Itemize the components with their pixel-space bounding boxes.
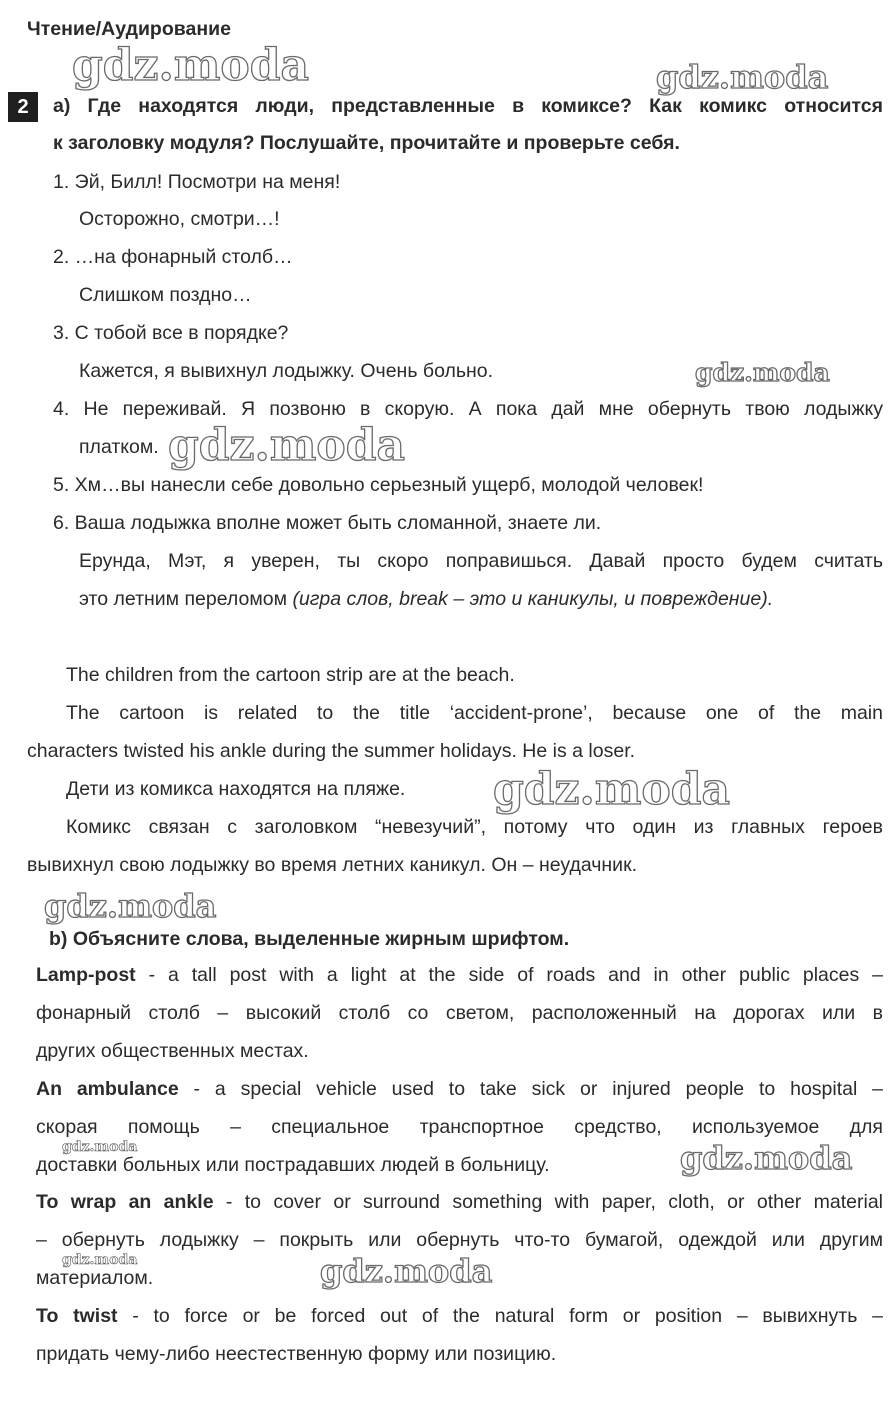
dialogue-line-3b: Кажется, я вывихнул лодыжку. Очень больно. bbox=[79, 360, 494, 382]
dialogue-line-2: 2. …на фонарный столб… bbox=[53, 246, 293, 268]
dialogue-line-5: 5. Хм…вы нанесли себе довольно серьезный ущерб, молодой человек! bbox=[53, 474, 704, 496]
definition-3-text: - to cover or surround something with paper, cloth, or other material bbox=[213, 1191, 883, 1213]
answer-paragraph-4-line-2: вывихнул свою лодыжку во время летних каникул. Он – неудачник. bbox=[27, 854, 638, 876]
definition-3-line-2: – обернуть лодыжку – покрыть или обернуть что-то бумагой, одеждой или другим bbox=[36, 1229, 883, 1251]
watermark-logo: gdz.moda bbox=[44, 887, 217, 925]
task-b-heading: b) Объясните слова, выделенные жирным шрифтом. bbox=[49, 928, 570, 950]
task-a-line-2: к заголовку модуля? Послушайте, прочитайте и проверьте себя. bbox=[53, 132, 680, 154]
task-a-line-1: a) Где находятся люди, представленные в комиксе? Как комикс относится bbox=[53, 95, 883, 117]
definition-1-line-3: других общественных местах. bbox=[36, 1040, 309, 1062]
definition-2-line-2: скорая помощь – специальное транспортное средство, используемое для bbox=[36, 1116, 883, 1138]
definition-4-line-1 bbox=[36, 1305, 883, 1328]
definition-4-text: - to force or be forced out of the natural form or position – вывихнуть – bbox=[117, 1305, 883, 1327]
definition-2-line-3: доставки больных или пострадавших людей в больницу. bbox=[36, 1154, 550, 1176]
dialogue-line-6c bbox=[79, 588, 773, 611]
dialogue-line-6c-text: это летним переломом bbox=[79, 588, 293, 610]
answer-paragraph-4-line-1: Комикс связан с заголовком “невезучий”, потому что один из главных героев bbox=[66, 816, 883, 838]
dialogue-line-4b: платком. bbox=[79, 436, 159, 458]
definition-1-term: Lamp-post bbox=[36, 964, 136, 986]
section-header: Чтение/Аудирование bbox=[27, 18, 231, 40]
definition-1-text: - a tall post with a light at the side of roads and in other public places – bbox=[135, 964, 883, 986]
watermark-logo: gdz.moda bbox=[656, 58, 829, 96]
watermark-logo: gdz.moda bbox=[72, 40, 310, 91]
answer-paragraph-2-line-1: The cartoon is related to the title ‘accident-prone’, because one of the main bbox=[66, 702, 883, 724]
dialogue-line-2b: Слишком поздно… bbox=[79, 284, 252, 306]
definition-4-term: To twist bbox=[36, 1305, 118, 1327]
definition-2-line-1 bbox=[36, 1078, 883, 1101]
definition-4-line-2: придать чему-либо неестественную форму или позицию. bbox=[36, 1343, 557, 1365]
watermark-logo: gdz.moda bbox=[493, 764, 731, 815]
definition-3-line-3: материалом. bbox=[36, 1267, 154, 1289]
dialogue-line-3: 3. С тобой все в порядке? bbox=[53, 322, 289, 344]
dialogue-line-6c-note: (игра слов, break – это и каникулы, и повреждение). bbox=[292, 588, 774, 610]
definition-2-text: - a special vehicle used to take sick or injured people to hospital – bbox=[178, 1078, 883, 1100]
watermark-logo: gdz.moda bbox=[62, 1252, 138, 1268]
watermark-logo: gdz.moda bbox=[168, 420, 406, 471]
definition-1-line-1 bbox=[36, 964, 883, 987]
watermark-logo: gdz.moda bbox=[695, 358, 830, 387]
definition-3-line-1 bbox=[36, 1191, 883, 1214]
definition-1-line-2: фонарный столб – высокий столб со светом, расположенный на дорогах или в bbox=[36, 1002, 883, 1024]
watermark-logo: gdz.moda bbox=[62, 1139, 138, 1155]
answer-paragraph-2-line-2: characters twisted his ankle during the summer holidays. He is a loser. bbox=[27, 740, 636, 762]
watermark-logo: gdz.moda bbox=[680, 1139, 853, 1177]
answer-paragraph-1: The children from the cartoon strip are at the beach. bbox=[66, 664, 515, 686]
watermark-logo: gdz.moda bbox=[320, 1252, 493, 1290]
definition-2-term: An ambulance bbox=[36, 1078, 179, 1100]
dialogue-line-4: 4. Не переживай. Я позвоню в скорую. А пока дай мне обернуть твою лодыжку bbox=[53, 398, 883, 420]
dialogue-line-1: 1. Эй, Билл! Посмотри на меня! bbox=[53, 171, 341, 193]
dialogue-line-1b: Осторожно, смотри…! bbox=[79, 208, 280, 230]
exercise-number-badge: 2 bbox=[8, 92, 38, 122]
definition-3-term: To wrap an ankle bbox=[36, 1191, 214, 1213]
dialogue-line-6: 6. Ваша лодыжка вполне может быть сломанной, знаете ли. bbox=[53, 512, 602, 534]
answer-paragraph-3: Дети из комикса находятся на пляже. bbox=[66, 778, 406, 800]
dialogue-line-6b: Ерунда, Мэт, я уверен, ты скоро поправишься. Давай просто будем считать bbox=[79, 550, 883, 572]
